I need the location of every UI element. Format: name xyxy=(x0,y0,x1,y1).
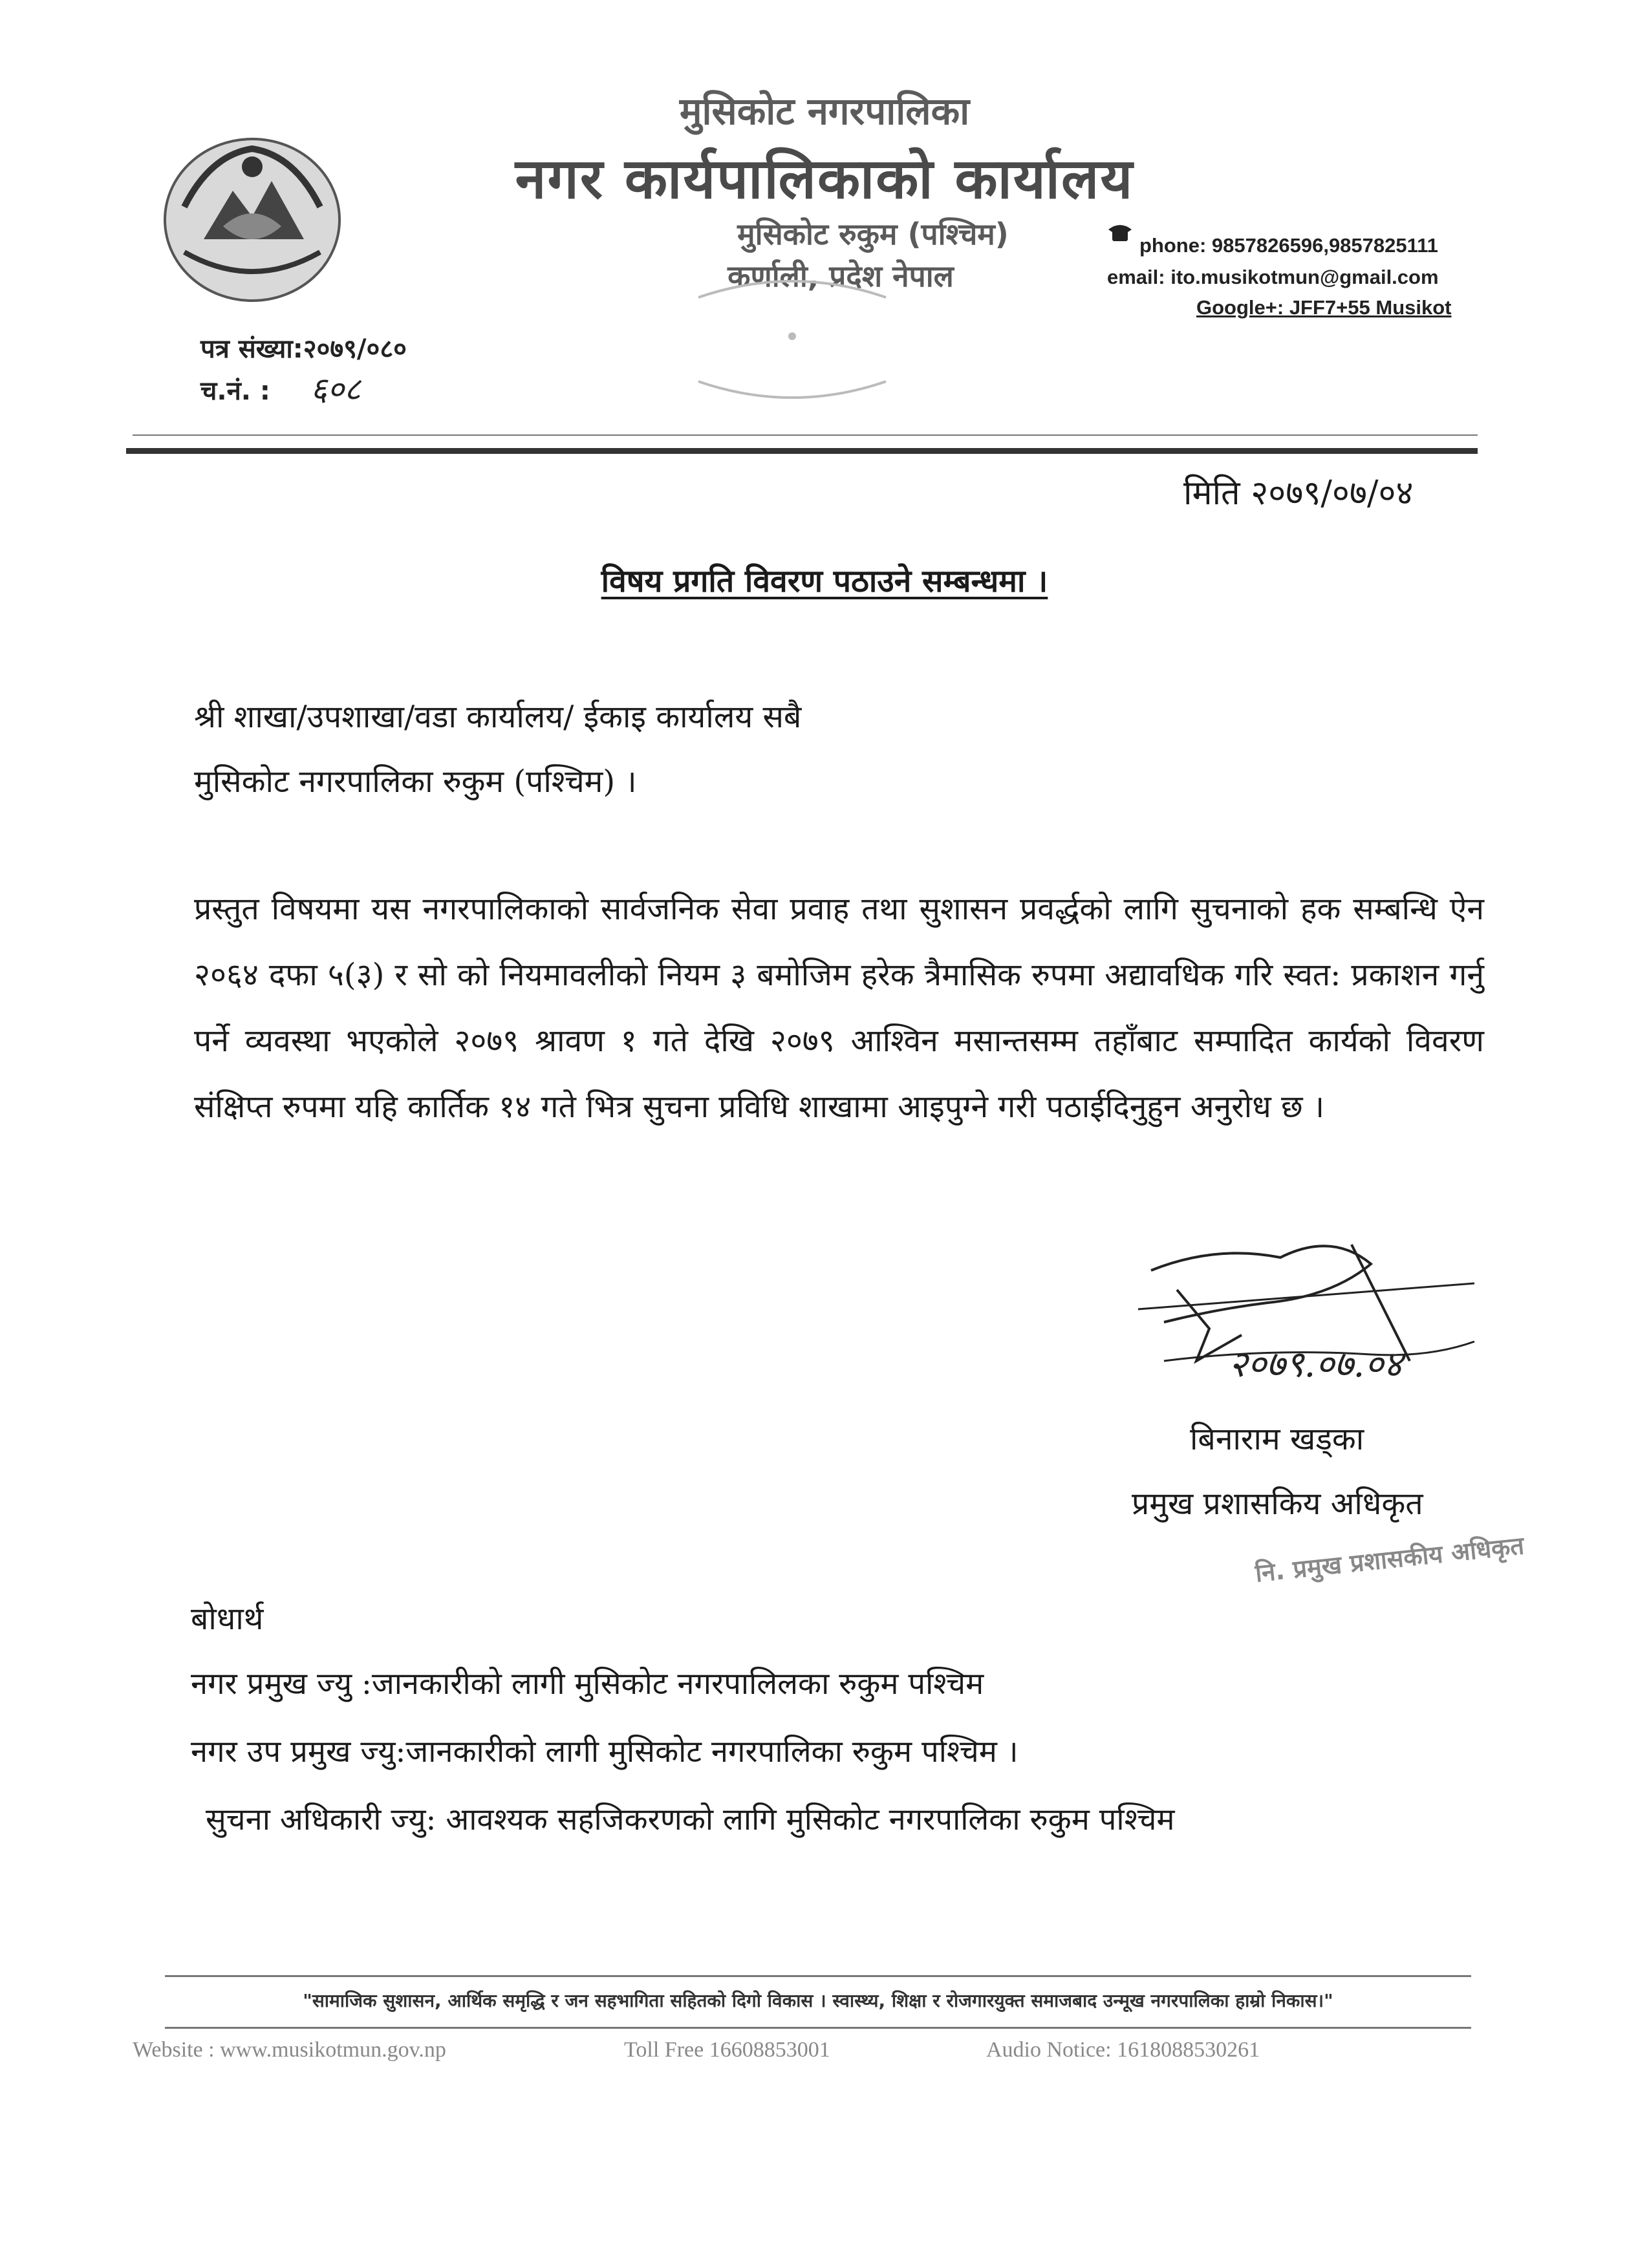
district-line: मुसिकोट रुकुम (पश्चिम) xyxy=(737,217,1009,251)
province-line: कर्णाली, प्रदेश नेपाल xyxy=(727,259,954,294)
letter-subject xyxy=(0,559,1649,601)
header-divider-thick xyxy=(126,448,1478,454)
dispatch-number-label: च.नं. : xyxy=(200,376,270,406)
cc-line-3: सुचना अधिकारी ज्यु: आवश्यक सहजिकरणको लागि मुसिकोट नगरपालिका रुकुम पश्चिम xyxy=(206,1802,1175,1837)
letter-date: मिति २०७९/०७/०४ xyxy=(1183,474,1414,513)
cc-heading: बोधार्थ xyxy=(191,1601,264,1637)
contact-email: email: ito.musikotmun@gmail.com xyxy=(1107,266,1439,288)
footer-toll-free: Toll Free 16608853001 xyxy=(624,2038,830,2062)
dispatch-number-value: ६०८ xyxy=(310,370,361,408)
signatory-title: प्रमुख प्रशासकिय अधिकृत xyxy=(1132,1486,1423,1522)
footer-audio-notice: Audio Notice: 1618088530261 xyxy=(986,2038,1260,2062)
letter-body: प्रस्तुत विषयमा यस नगरपालिकाको सार्वजनिक सेवा प्रवाह तथा सुशासन प्रवर्द्धको लागि सुचनाको हक सम्बन्धि ऐन २०६४ दफा ५(३) र सो को नियमावलीको नियम ३ बमोजिम हरेक त्रैमासिक रुपमा अद्यावधिक गरि स्वत: प्रकाशन गर्नु पर्ने व्यवस्था भएकोले २०७९ श्रावण १ गते देखि २०७९ आश्विन मसान्तसम्म तहाँबाट सम्पादित कार्यको विवरण संक्षिप्त रुपमा यहि कार्तिक १४ गते भित्र सुचना प्रविधि शाखामा आइपुग्ने गरी पठाईदिनुहुन अनुरोध छ । xyxy=(194,891,1484,1125)
telephone-icon xyxy=(1107,223,1133,242)
footer-slogan: "सामाजिक सुशासन, आर्थिक समृद्धि र जन सहभागिता सहितको दिगो विकास । स्वास्थ्य, शिक्षा र रोजगारयुक्त समाजबाद उन्मूख नगरपालिका हाम्रो निकास।" xyxy=(303,1990,1333,2011)
municipality-name: मुसिकोट नगरपालिका xyxy=(679,89,970,133)
signature-date: २०७९.०७.०४ xyxy=(1229,1343,1403,1385)
signatory-stamp: नि. प्रमुख प्रशासकीय अधिकृत xyxy=(1253,1531,1525,1588)
letter-number: पत्र संख्या:२०७९/०८० xyxy=(200,334,407,364)
subject-text: विषय प्रगति विवरण पठाउने सम्बन्धमा । xyxy=(601,563,1048,599)
office-seal xyxy=(685,272,899,401)
contact-phone: phone: 9857826596,9857825111 xyxy=(1139,234,1438,257)
contact-google: Google+: JFF7+55 Musikot xyxy=(1196,296,1452,319)
footer-website: Website : www.musikotmun.gov.np xyxy=(133,2038,446,2062)
signatory-name: बिनाराम खड्का xyxy=(1190,1421,1364,1457)
footer-divider-bottom xyxy=(165,2027,1471,2029)
addressee-line-2: मुसिकोट नगरपालिका रुकुम (पश्चिम) । xyxy=(194,764,637,800)
cc-line-1: नगर प्रमुख ज्यु :जानकारीको लागी मुसिकोट नगरपालिलका रुकुम पश्चिम xyxy=(191,1666,984,1702)
header-divider-thin xyxy=(133,434,1478,436)
office-name: नगर कार्यपालिकाको कार्यालय xyxy=(515,147,1134,211)
addressee-line-1: श्री शाखा/उपशाखा/वडा कार्यालय/ ईकाइ कार्यालय सबै xyxy=(194,699,802,735)
footer-divider-top xyxy=(165,1975,1471,1977)
cc-line-2: नगर उप प्रमुख ज्यु:जानकारीको लागी मुसिकोट नगरपालिका रुकुम पश्चिम । xyxy=(191,1734,1018,1770)
